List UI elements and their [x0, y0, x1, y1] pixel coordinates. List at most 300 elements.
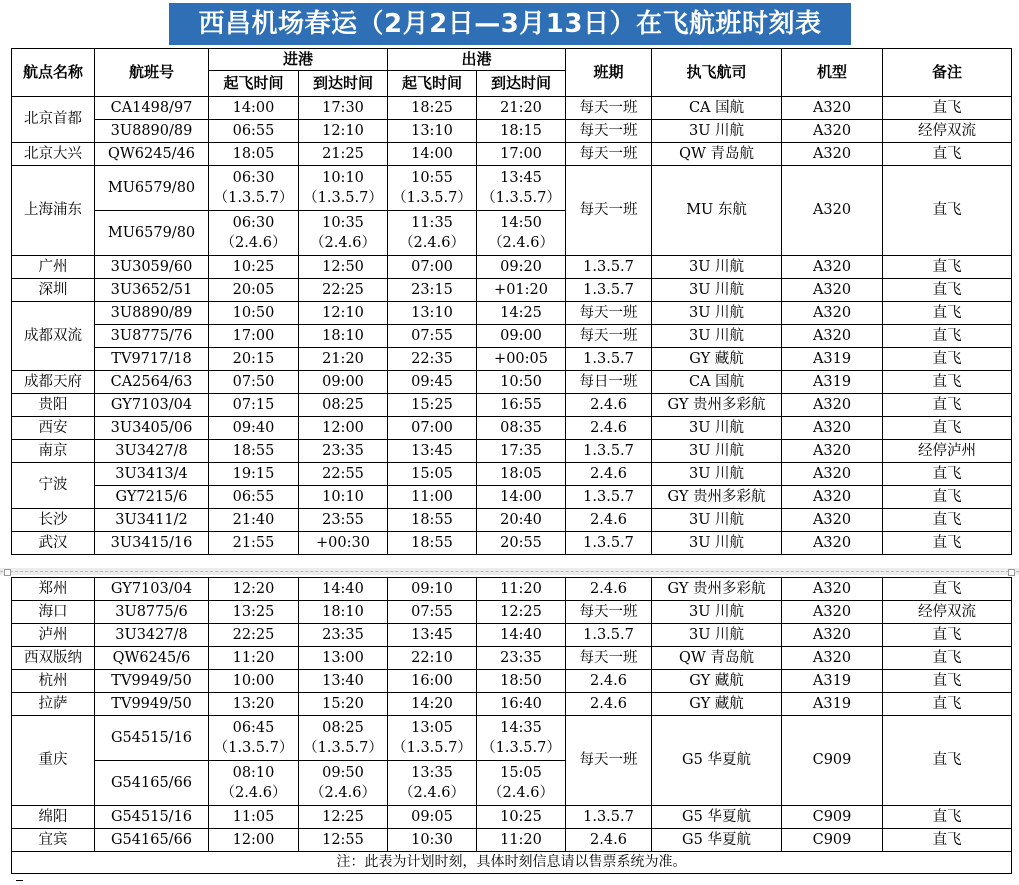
header-arrive-dep-time: 起飞时间	[209, 71, 299, 97]
cell-note: 直飞	[883, 670, 1012, 693]
cell-in-dep-time: 08:10	[232, 764, 275, 781]
table-row	[12, 302, 1012, 325]
cell-period: 2.4.6	[566, 578, 652, 601]
cell-out-arr-time: 15:05	[500, 764, 542, 781]
cell-period: 1.3.5.7	[566, 486, 652, 509]
cell-airline: G5 华夏航	[652, 806, 782, 829]
table-row	[12, 166, 1012, 211]
cell-flight: G54515/16	[95, 716, 209, 761]
cell-in-arr: 12:55	[299, 829, 388, 852]
cell-in-arr: 17:30	[299, 97, 388, 120]
cell-airline: G5 华夏航	[652, 716, 782, 806]
cell-out-arr-time: 14:50	[500, 214, 542, 231]
cell-note: 直飞	[883, 486, 1012, 509]
cell-note: 直飞	[883, 143, 1012, 166]
cell-in-dep: 18:55	[209, 440, 299, 463]
cell-out-arr: 16:40	[477, 693, 566, 716]
cell-in-dep-time: 06:30	[232, 214, 275, 231]
cell-period: 2.4.6	[566, 394, 652, 417]
cell-airline: 3U 川航	[652, 509, 782, 532]
cell-airline: 3U 川航	[652, 417, 782, 440]
cell-in-dep: 20:05	[209, 279, 299, 302]
cell-in-arr-time: 09:50	[322, 764, 364, 781]
cell-model: A320	[782, 417, 883, 440]
schedule-table-part2	[11, 577, 1012, 874]
cell-note: 直飞	[883, 325, 1012, 348]
cell-in-dep: 21:40	[209, 509, 299, 532]
header-arrive: 进港	[209, 49, 388, 71]
cell-in-arr: 10:10	[299, 486, 388, 509]
cell-city: 西双版纳	[12, 647, 95, 670]
cell-model: A319	[782, 670, 883, 693]
cell-airline: GY 贵州多彩航	[652, 394, 782, 417]
cell-model: A320	[782, 394, 883, 417]
cell-in-arr: 22:55	[299, 463, 388, 486]
table-row	[12, 143, 1012, 166]
cell-period: 每天一班	[566, 601, 652, 624]
cell-out-arr: 17:00	[477, 143, 566, 166]
cell-in-dep	[209, 716, 299, 761]
cell-model: A320	[782, 325, 883, 348]
cell-in-dep: 17:00	[209, 325, 299, 348]
cell-city: 广州	[12, 256, 95, 279]
cell-flight: MU6579/80	[95, 211, 209, 256]
header-period: 班期	[566, 49, 652, 97]
cell-out-arr: +01:20	[477, 279, 566, 302]
cell-city: 绵阳	[12, 806, 95, 829]
cell-period: 每天一班	[566, 143, 652, 166]
table-row	[12, 693, 1012, 716]
table-row	[12, 440, 1012, 463]
cell-period: 每天一班	[566, 716, 652, 806]
cell-flight: CA1498/97	[95, 97, 209, 120]
cell-period: 每日一班	[566, 371, 652, 394]
cell-in-arr: 23:35	[299, 440, 388, 463]
cell-period: 2.4.6	[566, 670, 652, 693]
cell-airline: 3U 川航	[652, 325, 782, 348]
cell-in-dep-time: 06:30	[232, 169, 275, 186]
cell-flight: 3U3652/51	[95, 279, 209, 302]
cell-in-dep: 18:05	[209, 143, 299, 166]
header-depart: 出港	[388, 49, 566, 71]
cell-out-arr: 20:55	[477, 532, 566, 555]
cell-in-arr: 23:35	[299, 624, 388, 647]
cell-model: A320	[782, 532, 883, 555]
cell-airline: 3U 川航	[652, 463, 782, 486]
cell-in-arr: 12:00	[299, 417, 388, 440]
cell-out-dep-days: （2.4.6）	[399, 234, 465, 251]
cell-flight: GY7103/04	[95, 578, 209, 601]
cell-in-arr-days: （1.3.5.7）	[303, 739, 383, 756]
cell-out-dep-days: （1.3.5.7）	[392, 739, 472, 756]
header-depart-arr-time: 到达时间	[477, 71, 566, 97]
cell-in-arr: 13:40	[299, 670, 388, 693]
cell-note: 直飞	[883, 509, 1012, 532]
cell-note: 经停双流	[883, 601, 1012, 624]
cell-out-dep: 13:10	[388, 302, 477, 325]
cell-period: 2.4.6	[566, 417, 652, 440]
cell-flight: 3U8890/89	[95, 120, 209, 143]
cell-out-arr	[477, 211, 566, 256]
cell-flight: MU6579/80	[95, 166, 209, 211]
cell-model: A320	[782, 624, 883, 647]
cell-airline: MU 东航	[652, 166, 782, 256]
cell-city: 海口	[12, 601, 95, 624]
cell-in-dep: 10:00	[209, 670, 299, 693]
cell-airline: GY 藏航	[652, 670, 782, 693]
cell-out-dep: 15:05	[388, 463, 477, 486]
cell-flight: 3U3405/06	[95, 417, 209, 440]
cell-out-arr: 17:35	[477, 440, 566, 463]
cell-in-arr: 22:25	[299, 279, 388, 302]
cell-in-dep-days: （1.3.5.7）	[213, 739, 294, 756]
cell-flight: TV9717/18	[95, 348, 209, 371]
cell-flight: 3U3427/8	[95, 440, 209, 463]
cell-note: 直飞	[883, 394, 1012, 417]
cell-period: 2.4.6	[566, 509, 652, 532]
cell-note: 直飞	[883, 417, 1012, 440]
cell-in-dep: 11:05	[209, 806, 299, 829]
cell-out-dep	[388, 166, 477, 211]
cell-out-arr: 08:35	[477, 417, 566, 440]
cell-period: 每天一班	[566, 166, 652, 256]
cell-period: 1.3.5.7	[566, 256, 652, 279]
header-flight: 航班号	[95, 49, 209, 97]
cell-out-arr: 12:25	[477, 601, 566, 624]
cell-note: 直飞	[883, 806, 1012, 829]
cell-in-dep: 10:25	[209, 256, 299, 279]
cell-note: 直飞	[883, 256, 1012, 279]
cell-out-arr: 14:40	[477, 624, 566, 647]
cell-out-dep: 07:00	[388, 417, 477, 440]
cell-out-dep: 14:20	[388, 693, 477, 716]
cell-model: A320	[782, 143, 883, 166]
cell-model: C909	[782, 716, 883, 806]
cell-out-dep-time: 13:35	[411, 764, 453, 781]
cell-airline: GY 藏航	[652, 693, 782, 716]
cell-period: 每天一班	[566, 325, 652, 348]
cell-city: 杭州	[12, 670, 95, 693]
cell-in-arr: 12:10	[299, 302, 388, 325]
cell-airline: CA 国航	[652, 97, 782, 120]
cell-in-dep: 13:20	[209, 693, 299, 716]
cell-out-arr: 14:25	[477, 302, 566, 325]
cell-in-arr: 23:55	[299, 509, 388, 532]
cell-in-dep-days: （2.4.6）	[220, 234, 287, 251]
cell-model: A320	[782, 463, 883, 486]
cell-out-dep: 07:55	[388, 601, 477, 624]
cell-period: 1.3.5.7	[566, 440, 652, 463]
cell-out-arr: 20:40	[477, 509, 566, 532]
cell-out-arr: +00:05	[477, 348, 566, 371]
cell-in-arr: 21:25	[299, 143, 388, 166]
cell-out-arr: 23:35	[477, 647, 566, 670]
cell-flight: TV9949/50	[95, 693, 209, 716]
cell-period: 2.4.6	[566, 463, 652, 486]
cell-in-arr: 12:50	[299, 256, 388, 279]
cell-city: 泸州	[12, 624, 95, 647]
cell-city: 成都双流	[12, 302, 95, 371]
cell-flight: 3U3427/8	[95, 624, 209, 647]
cell-flight: TV9949/50	[95, 670, 209, 693]
cell-city: 宁波	[12, 463, 95, 509]
cell-model: A320	[782, 509, 883, 532]
cell-period: 2.4.6	[566, 829, 652, 852]
table-row	[12, 716, 1012, 761]
cell-city: 拉萨	[12, 693, 95, 716]
cell-airline: G5 华夏航	[652, 829, 782, 852]
cell-in-arr-time: 08:25	[322, 719, 364, 736]
cell-in-arr: 09:00	[299, 371, 388, 394]
cell-out-arr: 09:00	[477, 325, 566, 348]
cell-model: A320	[782, 256, 883, 279]
cell-in-arr-time: 10:10	[322, 169, 364, 186]
cell-out-dep-days: （1.3.5.7）	[392, 189, 472, 206]
schedule-table-part1	[11, 48, 1012, 555]
cell-note: 直飞	[883, 302, 1012, 325]
cell-out-arr	[477, 716, 566, 761]
cell-out-arr: 11:20	[477, 578, 566, 601]
cell-out-dep: 18:55	[388, 532, 477, 555]
cell-out-dep-time: 13:05	[411, 719, 453, 736]
cell-out-dep: 11:00	[388, 486, 477, 509]
cell-period: 1.3.5.7	[566, 624, 652, 647]
cell-airline: GY 贵州多彩航	[652, 486, 782, 509]
cell-period: 每天一班	[566, 302, 652, 325]
cell-out-arr: 16:55	[477, 394, 566, 417]
cell-in-dep-days: （1.3.5.7）	[213, 189, 294, 206]
cell-period: 每天一班	[566, 647, 652, 670]
cell-out-arr: 18:15	[477, 120, 566, 143]
cell-model: A319	[782, 693, 883, 716]
cell-out-arr-days: （1.3.5.7）	[481, 739, 561, 756]
cell-note: 直飞	[883, 166, 1012, 256]
table-handle-left[interactable]	[4, 569, 11, 576]
table-row	[12, 97, 1012, 120]
cell-airline: 3U 川航	[652, 256, 782, 279]
table-row	[12, 624, 1012, 647]
cell-airline: CA 国航	[652, 371, 782, 394]
cell-out-dep	[388, 716, 477, 761]
cell-in-dep-time: 06:45	[232, 719, 275, 736]
cell-model: A319	[782, 348, 883, 371]
cell-in-dep: 22:25	[209, 624, 299, 647]
cell-out-dep: 07:00	[388, 256, 477, 279]
cell-airline: 3U 川航	[652, 601, 782, 624]
cell-note: 直飞	[883, 693, 1012, 716]
cell-period: 1.3.5.7	[566, 532, 652, 555]
header-depart-dep-time: 起飞时间	[388, 71, 477, 97]
cell-model: A320	[782, 647, 883, 670]
cell-in-arr: 14:40	[299, 578, 388, 601]
cell-city: 重庆	[12, 716, 95, 806]
cell-in-dep-days: （2.4.6）	[220, 784, 287, 801]
cell-model: A320	[782, 601, 883, 624]
cell-flight: QW6245/46	[95, 143, 209, 166]
table-row	[12, 532, 1012, 555]
cell-in-arr: 21:20	[299, 348, 388, 371]
cell-model: A320	[782, 279, 883, 302]
cell-period: 每天一班	[566, 120, 652, 143]
table-row	[12, 120, 1012, 143]
cell-note: 直飞	[883, 578, 1012, 601]
cell-flight: QW6245/6	[95, 647, 209, 670]
header-note: 备注	[883, 49, 1012, 97]
cell-in-dep: 14:00	[209, 97, 299, 120]
cell-in-dep: 20:15	[209, 348, 299, 371]
header-arrive-arr-time: 到达时间	[299, 71, 388, 97]
cell-period: 1.3.5.7	[566, 806, 652, 829]
cell-out-arr: 18:50	[477, 670, 566, 693]
table-row	[12, 486, 1012, 509]
cell-out-arr: 09:20	[477, 256, 566, 279]
cell-flight: 3U8890/89	[95, 302, 209, 325]
cell-out-dep: 15:25	[388, 394, 477, 417]
table-row	[12, 394, 1012, 417]
table-row	[12, 601, 1012, 624]
cell-out-dep: 13:45	[388, 624, 477, 647]
cell-in-dep: 07:15	[209, 394, 299, 417]
table-row	[12, 829, 1012, 852]
cell-in-dep: 06:55	[209, 486, 299, 509]
cell-out-dep: 23:15	[388, 279, 477, 302]
cell-out-dep: 18:55	[388, 509, 477, 532]
cell-flight: 3U3415/16	[95, 532, 209, 555]
cell-model: A320	[782, 440, 883, 463]
cell-flight: 3U8775/76	[95, 325, 209, 348]
cell-note: 直飞	[883, 624, 1012, 647]
cell-in-arr: 12:25	[299, 806, 388, 829]
cell-in-dep: 13:25	[209, 601, 299, 624]
cell-flight: GY7215/6	[95, 486, 209, 509]
table-row	[12, 509, 1012, 532]
cell-city: 贵阳	[12, 394, 95, 417]
cell-out-arr-time: 13:45	[500, 169, 542, 186]
header-model: 机型	[782, 49, 883, 97]
cell-in-dep	[209, 166, 299, 211]
cell-in-arr: 15:20	[299, 693, 388, 716]
cell-in-arr: 08:25	[299, 394, 388, 417]
cell-airline: 3U 川航	[652, 624, 782, 647]
cell-out-arr: 21:20	[477, 97, 566, 120]
cell-out-dep: 18:25	[388, 97, 477, 120]
cell-in-arr	[299, 761, 388, 806]
cell-city: 武汉	[12, 532, 95, 555]
cell-model: C909	[782, 806, 883, 829]
cell-airline: 3U 川航	[652, 302, 782, 325]
cell-model: A320	[782, 120, 883, 143]
cell-out-dep: 09:10	[388, 578, 477, 601]
cell-model: A320	[782, 578, 883, 601]
page-title: 西昌机场春运（2月2日—3月13日）在飞航班时刻表	[169, 3, 851, 45]
cell-airline: GY 贵州多彩航	[652, 578, 782, 601]
cell-flight: 3U3059/60	[95, 256, 209, 279]
cell-out-dep-time: 10:55	[411, 169, 453, 186]
cell-model: A319	[782, 371, 883, 394]
cell-out-dep: 14:00	[388, 143, 477, 166]
cell-in-arr-days: （2.4.6）	[310, 234, 376, 251]
cell-city: 长沙	[12, 509, 95, 532]
cell-flight: G54165/66	[95, 761, 209, 806]
cell-out-dep	[388, 211, 477, 256]
cell-city: 北京首都	[12, 97, 95, 143]
cell-in-dep: 19:15	[209, 463, 299, 486]
cell-flight: G54165/66	[95, 829, 209, 852]
table-row	[12, 348, 1012, 371]
cell-in-dep: 21:55	[209, 532, 299, 555]
cell-in-arr: 13:00	[299, 647, 388, 670]
cell-out-arr-days: （2.4.6）	[488, 234, 554, 251]
cell-out-arr-time: 14:35	[500, 719, 542, 736]
cell-period: 每天一班	[566, 97, 652, 120]
cell-airline: 3U 川航	[652, 440, 782, 463]
cell-in-dep: 10:50	[209, 302, 299, 325]
cell-in-arr-time: 10:35	[322, 214, 364, 231]
cell-in-arr	[299, 211, 388, 256]
cell-airline: 3U 川航	[652, 532, 782, 555]
cell-out-arr: 14:00	[477, 486, 566, 509]
table-row	[12, 325, 1012, 348]
table-row	[12, 806, 1012, 829]
cell-note: 直飞	[883, 829, 1012, 852]
cell-city: 深圳	[12, 279, 95, 302]
cell-out-dep: 07:55	[388, 325, 477, 348]
cell-out-dep: 13:45	[388, 440, 477, 463]
cell-period: 2.4.6	[566, 693, 652, 716]
cell-in-dep	[209, 211, 299, 256]
header-airline: 执飞航司	[652, 49, 782, 97]
table-row	[12, 647, 1012, 670]
cell-note: 直飞	[883, 647, 1012, 670]
cell-city: 宜宾	[12, 829, 95, 852]
table-handle-right[interactable]	[1008, 569, 1015, 576]
cell-in-arr-days: （2.4.6）	[310, 784, 376, 801]
cell-in-arr: 12:10	[299, 120, 388, 143]
cell-note: 直飞	[883, 348, 1012, 371]
cell-in-arr	[299, 716, 388, 761]
cell-model: C909	[782, 829, 883, 852]
cell-out-dep: 22:10	[388, 647, 477, 670]
cell-out-arr	[477, 166, 566, 211]
cell-flight: G54515/16	[95, 806, 209, 829]
header-point: 航点名称	[12, 49, 95, 97]
cell-model: A320	[782, 166, 883, 256]
table-row	[12, 371, 1012, 394]
cell-in-arr	[299, 166, 388, 211]
cell-out-arr-days: （1.3.5.7）	[481, 189, 561, 206]
cell-note: 直飞	[883, 463, 1012, 486]
cell-note: 经停泸州	[883, 440, 1012, 463]
cell-airline: QW 青岛航	[652, 647, 782, 670]
cell-in-dep: 09:40	[209, 417, 299, 440]
cell-out-arr-days: （2.4.6）	[488, 784, 554, 801]
cell-out-dep: 13:10	[388, 120, 477, 143]
cell-flight: 3U8775/6	[95, 601, 209, 624]
cell-airline: 3U 川航	[652, 120, 782, 143]
cell-in-arr-days: （1.3.5.7）	[303, 189, 383, 206]
cell-airline: 3U 川航	[652, 279, 782, 302]
cell-in-dep: 06:55	[209, 120, 299, 143]
cell-flight: CA2564/63	[95, 371, 209, 394]
table-row	[12, 578, 1012, 601]
cell-out-dep-time: 11:35	[411, 214, 453, 231]
cell-city: 西安	[12, 417, 95, 440]
cell-in-arr: 18:10	[299, 325, 388, 348]
table-row	[12, 256, 1012, 279]
cell-flight: 3U3411/2	[95, 509, 209, 532]
cell-out-dep: 22:35	[388, 348, 477, 371]
cell-note: 直飞	[883, 371, 1012, 394]
